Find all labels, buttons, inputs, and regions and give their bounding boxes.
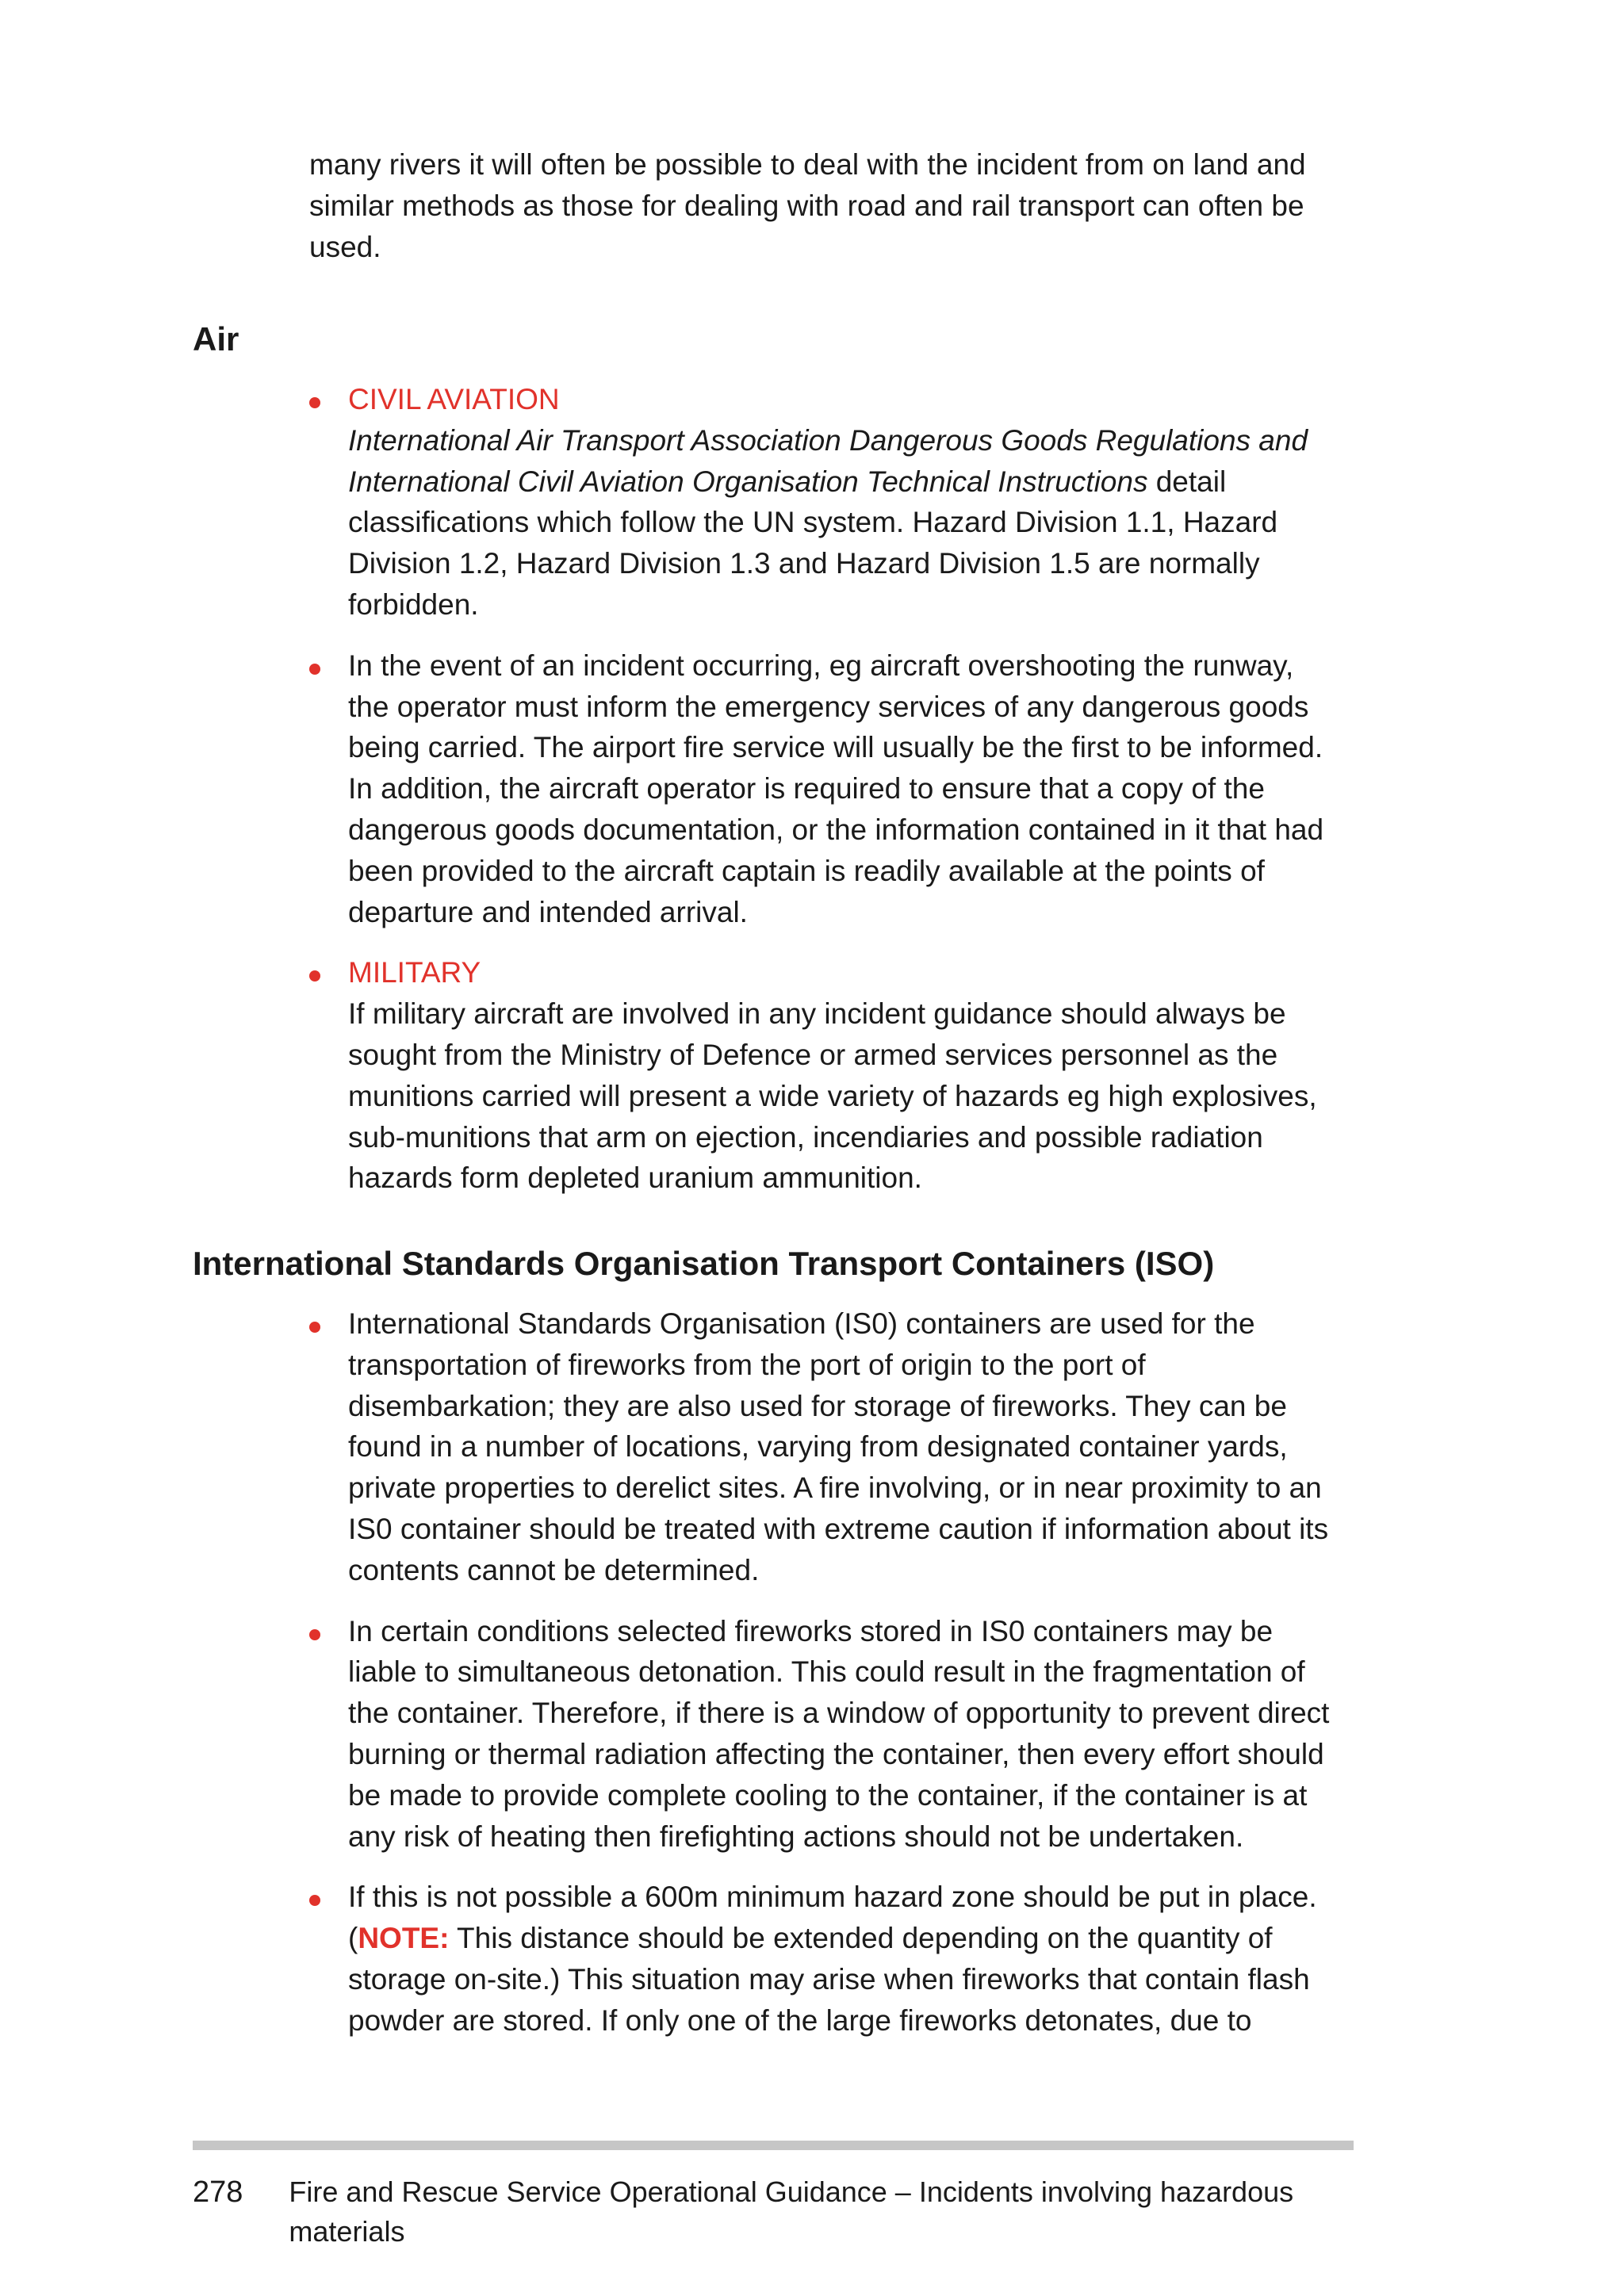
list-item-text: If this is not possible a 600m minimum hazard zone should be put in place. ( [348, 1881, 1317, 1955]
subheading-military: MILITARY [348, 956, 481, 989]
list-item-text: This distance should be extended depending on the quantity of storage on-site.) This situation may arise when fireworks that contain flash powder are stored. If only one of the large fireworks detonates, due to [348, 1922, 1310, 2037]
subheading-civil-aviation: CIVIL AVIATION [348, 383, 560, 415]
list-item [309, 1877, 1340, 2041]
bullet-icon [309, 970, 320, 982]
list-item-text: International Standards Organisation (IS0) containers are used for the transportation of fireworks from the port of origin to the port of disembarkation; they are also used for storage of fireworks. They can be found in a number of locations, varying from designated container yards, private properties to derelict sites. A fire involving, or in near proximity to an IS0 container should be treated with extreme caution if information about its contents cannot be determined. [348, 1307, 1329, 1586]
intro-paragraph: many rivers it will often be possible to deal with the incident from on land and similar methods as those for dealing with road and rail transport can often be used. [309, 148, 1306, 263]
list-item-text: In certain conditions selected fireworks stored in IS0 containers may be liable to simultaneous detonation. This could result in the fragmentation of the container. Therefore, if there is a window of opportunity to prevent direct burning or thermal radiation affecting the container, then every effort should be made to provide complete cooling to the container, if the container is at any risk of heating then firefighting actions should not be undertaken. [348, 1614, 1330, 1853]
page-footer [193, 2172, 1354, 2252]
bullet-icon [309, 1629, 320, 1640]
page-number: 278 [193, 2175, 243, 2209]
list-item [309, 1303, 1340, 1591]
list-item-text: detail classifications which follow the UN system. Hazard Division 1.1, Hazard Division 1.2, Hazard Division 1.3 and Hazard Division 1.5 are normally forbidden. [348, 465, 1278, 621]
regulation-title: International Air Transport Association Dangerous Goods Regulations and International Civil Aviation Organisation Technical Instructions [348, 423, 1308, 498]
footer-rule [193, 2141, 1354, 2150]
iso-bullet-list [309, 1303, 1340, 2061]
note-label: NOTE: [358, 1922, 450, 1955]
list-item [309, 645, 1340, 933]
list-item-text: In the event of an incident occurring, eg aircraft overshooting the runway, the operator must inform the emergency services of any dangerous goods being carried. The airport fire service will usually be the first to be informed. In addition, the aircraft operator is required to ensure that a copy of the dangerous goods documentation, or the information contained in it that had been provided to the aircraft captain is readily available at the points of departure and intended arrival. [348, 649, 1324, 928]
section-heading-iso: International Standards Organisation Transport Containers (ISO) [193, 1245, 1215, 1282]
bullet-icon [309, 664, 320, 675]
section-heading-air: Air [193, 320, 239, 358]
list-item-text: If military aircraft are involved in any incident guidance should always be sought from the Ministry of Defence or armed services personnel as the munitions carried will present a wide variety of hazards eg high explosives, sub-munitions that arm on ejection, incendiaries and possible radiation hazards form depleted uranium ammunition. [348, 997, 1317, 1195]
bullet-icon [309, 1322, 320, 1333]
document-title: Fire and Rescue Service Operational Guidance – Incidents involving hazardous materials [289, 2175, 1294, 2248]
list-item [309, 1611, 1340, 1858]
bullet-icon [309, 1895, 320, 1906]
list-item [309, 952, 1340, 1199]
list-item [309, 379, 1340, 626]
air-bullet-list [309, 379, 1340, 1219]
bullet-icon [309, 397, 320, 408]
